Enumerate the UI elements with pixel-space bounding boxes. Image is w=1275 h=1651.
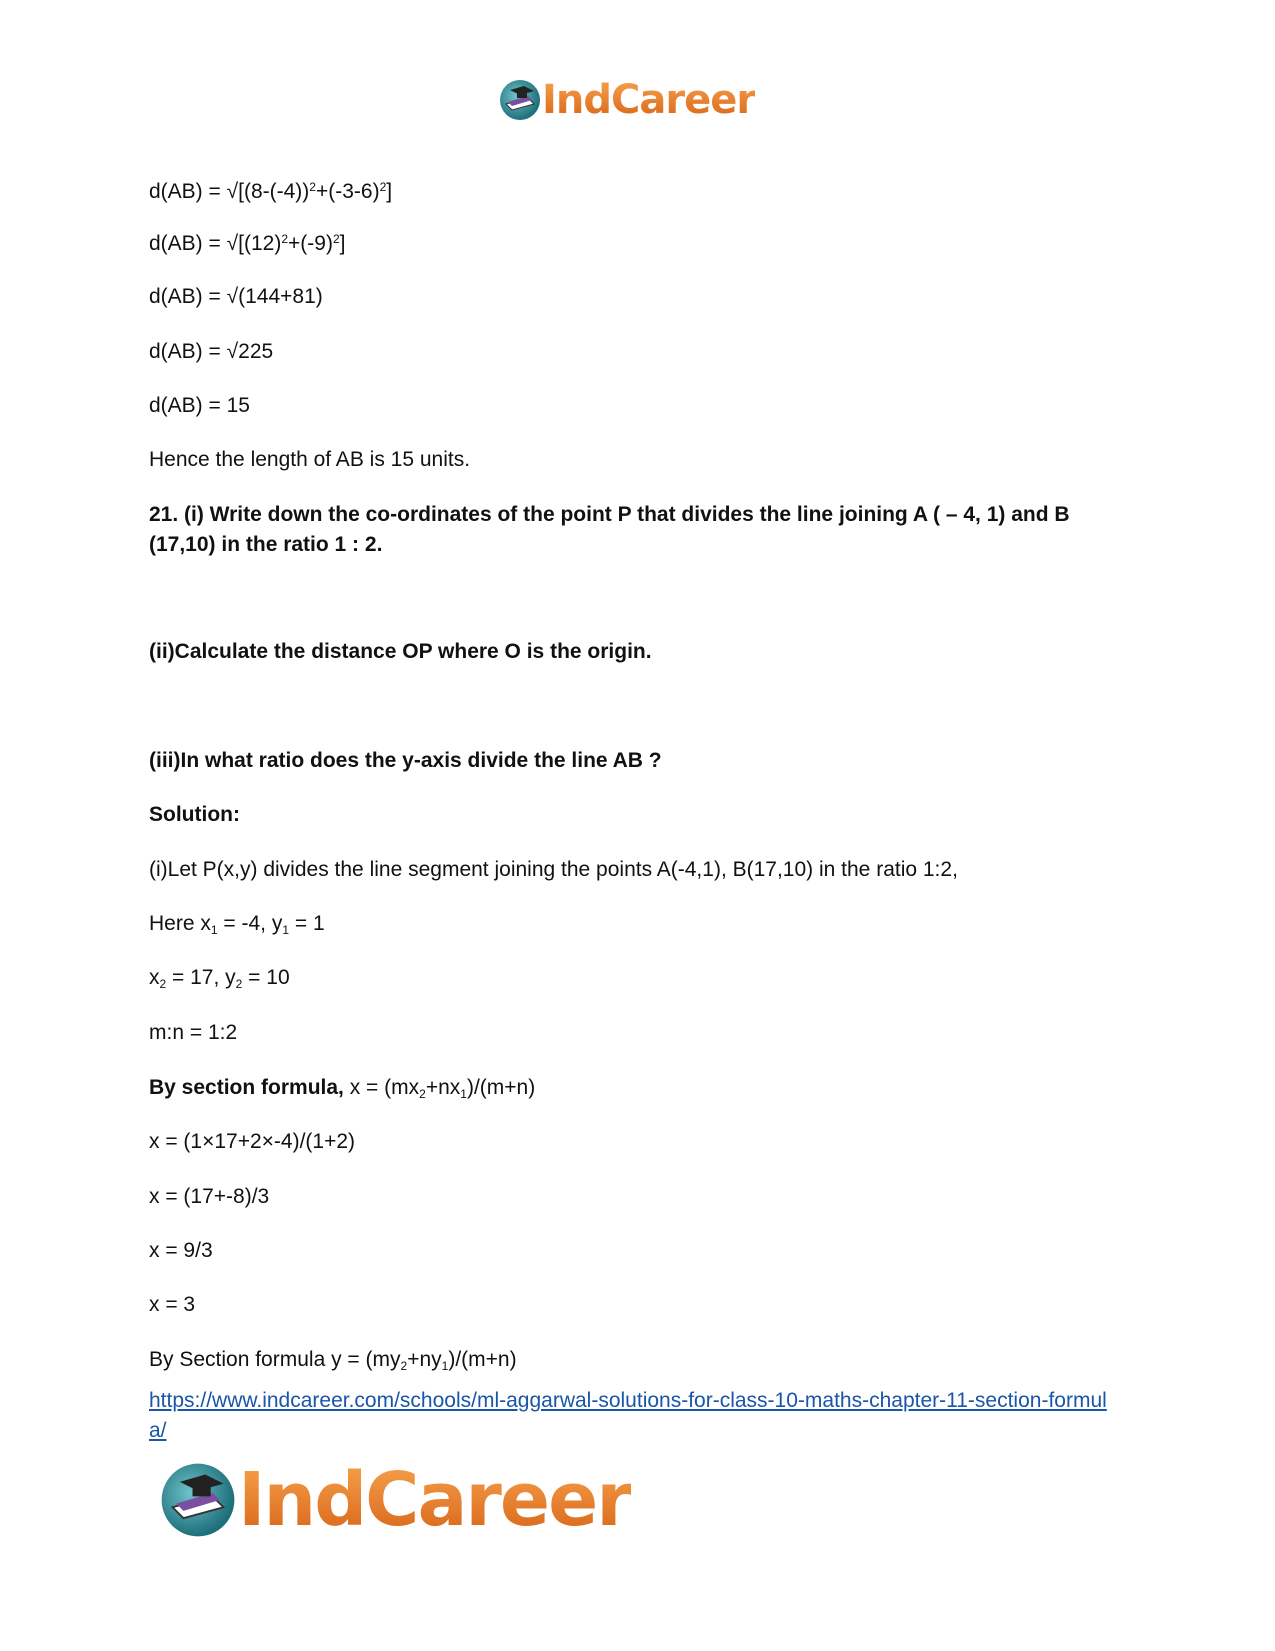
solution-step-1: (i)Let P(x,y) divides the line segment joining the points A(-4,1), B(17,10) in the ratio 1:2, (149, 858, 958, 881)
footer-logo-text: IndCareer (238, 1457, 631, 1543)
distance-step-3: d(AB) = √(144+81) (149, 285, 323, 308)
question-21-part-iii: (iii)In what ratio does the y-axis divide the line AB ? (149, 749, 662, 772)
footer-logo (158, 1457, 631, 1543)
distance-step-1: $d(AB) = √[(8-(-4))^2+(-3-6)^2]$ (149, 180, 393, 203)
solution-step-4: m:n = 1:2 (149, 1021, 238, 1044)
solution-step-3: $x_2 = 17$, $y_2 = 10$ (149, 966, 290, 991)
graduation-book-icon (498, 78, 542, 122)
distance-step-4: d(AB) = √225 (149, 340, 274, 363)
solution-step-6: x = (1×17+2×-4)/(1+2) (149, 1130, 356, 1153)
solution-label: Solution: (149, 803, 240, 826)
source-url-link[interactable]: https://www.indcareer.com/schools/ml-aggarwal-solutions-for-class-10-maths-chapter-11-section-formula/ (149, 1389, 1107, 1442)
header-logo (498, 78, 755, 122)
solution-step-2: Here $x_1 = -4$, $y_1 = 1$ (149, 912, 325, 937)
distance-step-5: d(AB) = 15 (149, 394, 250, 417)
distance-step-2: $d(AB) = √[(12)^2+(-9)^2]$ (149, 232, 346, 255)
solution-step-9: x = 3 (149, 1293, 196, 1316)
solution-step-5: By section formula, $x = (mx_2+nx_1)/(m+n)$ (149, 1076, 536, 1101)
solution-step-10: By Section formula $y = (my_2+ny_1)/(m+n)$ (149, 1348, 517, 1373)
solution-step-7: x = (17+-8)/3 (149, 1185, 270, 1208)
question-21-part-i: 21. (i) Write down the co-ordinates of the point P that divides the line joining A ( – 4, 1) and B (17,10) in the ratio 1 : 2. (149, 503, 1070, 556)
graduation-book-icon (158, 1460, 238, 1540)
question-21-part-ii: (ii)Calculate the distance OP where O is the origin. (149, 640, 652, 663)
solution-step-8: x = 9/3 (149, 1239, 213, 1262)
header-logo-text: IndCareer (542, 77, 756, 123)
distance-conclusion: Hence the length of AB is 15 units. (149, 448, 471, 471)
